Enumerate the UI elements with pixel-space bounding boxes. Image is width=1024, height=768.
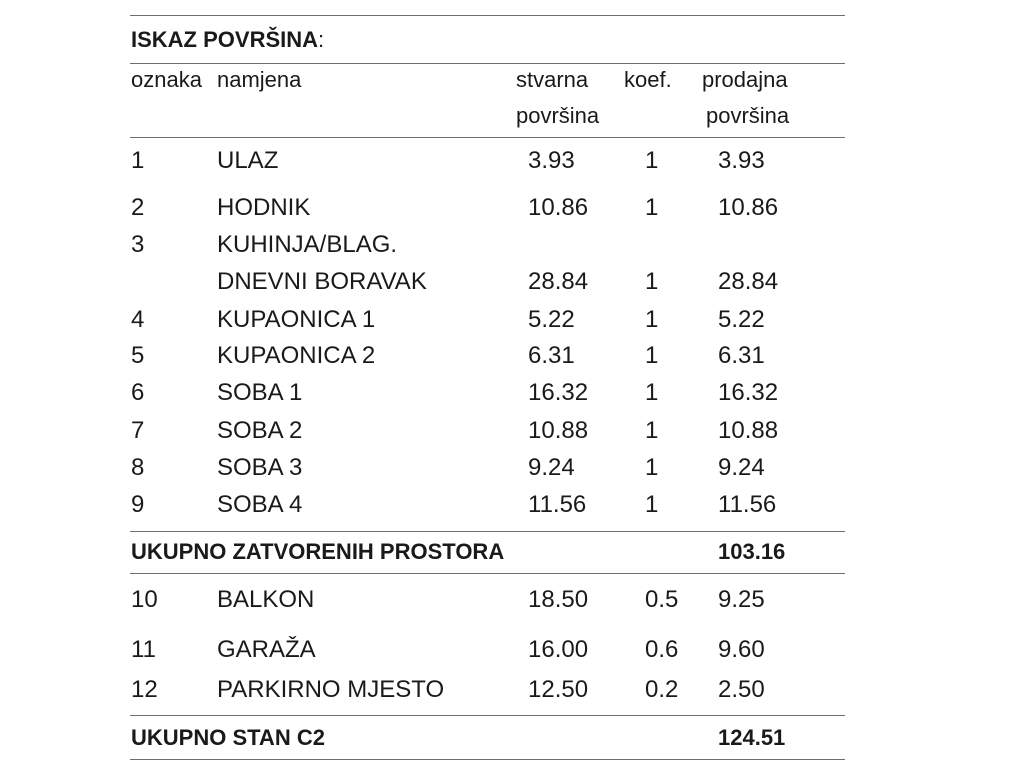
- row-id: 5: [131, 342, 145, 369]
- row-coef: 0.5: [645, 586, 679, 613]
- top-rule: [130, 15, 845, 16]
- row-id: 9: [131, 491, 145, 518]
- row-area: 16.00: [528, 636, 589, 663]
- row-id: 11: [131, 636, 156, 663]
- header-koef: koef.: [624, 67, 672, 92]
- row-coef: 1: [645, 417, 659, 444]
- row-area: 9.24: [528, 454, 575, 481]
- total-label: UKUPNO STAN C2: [131, 725, 325, 750]
- subtotal-rule-top: [130, 531, 845, 532]
- header-stvarna-2: površina: [516, 103, 600, 128]
- row-area: 3.93: [528, 147, 575, 174]
- row-name: GARAŽA: [217, 636, 316, 663]
- row-id: 1: [131, 147, 145, 174]
- total-value: 124.51: [718, 725, 786, 750]
- row-area: 10.86: [528, 194, 589, 221]
- row-area: 28.84: [528, 268, 589, 295]
- row-area: 10.88: [528, 417, 589, 444]
- row-name: SOBA 1: [217, 379, 303, 406]
- subtotal-value: 103.16: [718, 539, 786, 564]
- row-id: 8: [131, 454, 145, 481]
- row-area: 12.50: [528, 676, 589, 703]
- subtotal-label: UKUPNO ZATVORENIH PROSTORA: [131, 539, 505, 564]
- header-stvarna-1: stvarna: [516, 67, 589, 92]
- row-id: 2: [131, 194, 145, 221]
- row-coef: 1: [645, 194, 659, 221]
- row-coef: 1: [645, 268, 659, 295]
- row-coef: 1: [645, 147, 659, 174]
- row-area: 11.56: [528, 491, 587, 518]
- row-sale: 5.22: [718, 306, 765, 333]
- header-prodajna-2: površina: [706, 103, 790, 128]
- header-oznaka: oznaka: [131, 67, 202, 92]
- row-coef: 1: [645, 379, 659, 406]
- title-rule: [130, 63, 845, 64]
- header-prodajna-1: prodajna: [702, 67, 788, 92]
- row-coef: 1: [645, 454, 659, 481]
- total-rule-top: [130, 715, 845, 716]
- row-sale: 10.86: [718, 194, 779, 221]
- row-sale: 9.25: [718, 586, 765, 613]
- row-id: 7: [131, 417, 145, 444]
- row-coef: 0.6: [645, 636, 679, 663]
- row-area: 5.22: [528, 306, 575, 333]
- row-sale: 3.93: [718, 147, 765, 174]
- row-name: SOBA 4: [217, 491, 303, 518]
- row-sale: 16.32: [718, 379, 779, 406]
- row-name: KUPAONICA 2: [217, 342, 376, 369]
- row-name: KUPAONICA 1: [217, 306, 376, 333]
- row-id: 6: [131, 379, 145, 406]
- row-coef: 1: [645, 491, 659, 518]
- header-namjena: namjena: [217, 67, 302, 92]
- row-coef: 1: [645, 342, 659, 369]
- row-name-line2: DNEVNI BORAVAK: [217, 268, 427, 295]
- row-area: 16.32: [528, 379, 589, 406]
- row-sale: 6.31: [718, 342, 765, 369]
- row-area: 18.50: [528, 586, 589, 613]
- row-area: 6.31: [528, 342, 575, 369]
- header-rule: [130, 137, 845, 138]
- table-title: [131, 26, 324, 54]
- row-sale: 2.50: [718, 676, 765, 703]
- subtotal-rule-bottom: [130, 573, 845, 574]
- title-text: ISKAZ POVRŠINA: [131, 27, 319, 52]
- row-id: 10: [131, 586, 158, 613]
- row-name: ULAZ: [217, 147, 279, 174]
- row-name: KUHINJA/BLAG.: [217, 231, 398, 258]
- row-coef: 0.2: [645, 676, 679, 703]
- row-coef: 1: [645, 306, 659, 333]
- row-id: 12: [131, 676, 158, 703]
- row-name: HODNIK: [217, 194, 311, 221]
- row-name: BALKON: [217, 586, 315, 613]
- title-colon: :: [318, 27, 325, 52]
- row-name: SOBA 3: [217, 454, 303, 481]
- row-sale: 9.24: [718, 454, 765, 481]
- total-rule-bottom: [130, 759, 845, 760]
- row-id: 4: [131, 306, 145, 333]
- row-sale: 10.88: [718, 417, 779, 444]
- row-id: 3: [131, 231, 145, 258]
- row-sale: 9.60: [718, 636, 765, 663]
- row-sale: 11.56: [718, 491, 777, 518]
- row-name: PARKIRNO MJESTO: [217, 676, 445, 703]
- row-sale: 28.84: [718, 268, 779, 295]
- row-name: SOBA 2: [217, 417, 303, 444]
